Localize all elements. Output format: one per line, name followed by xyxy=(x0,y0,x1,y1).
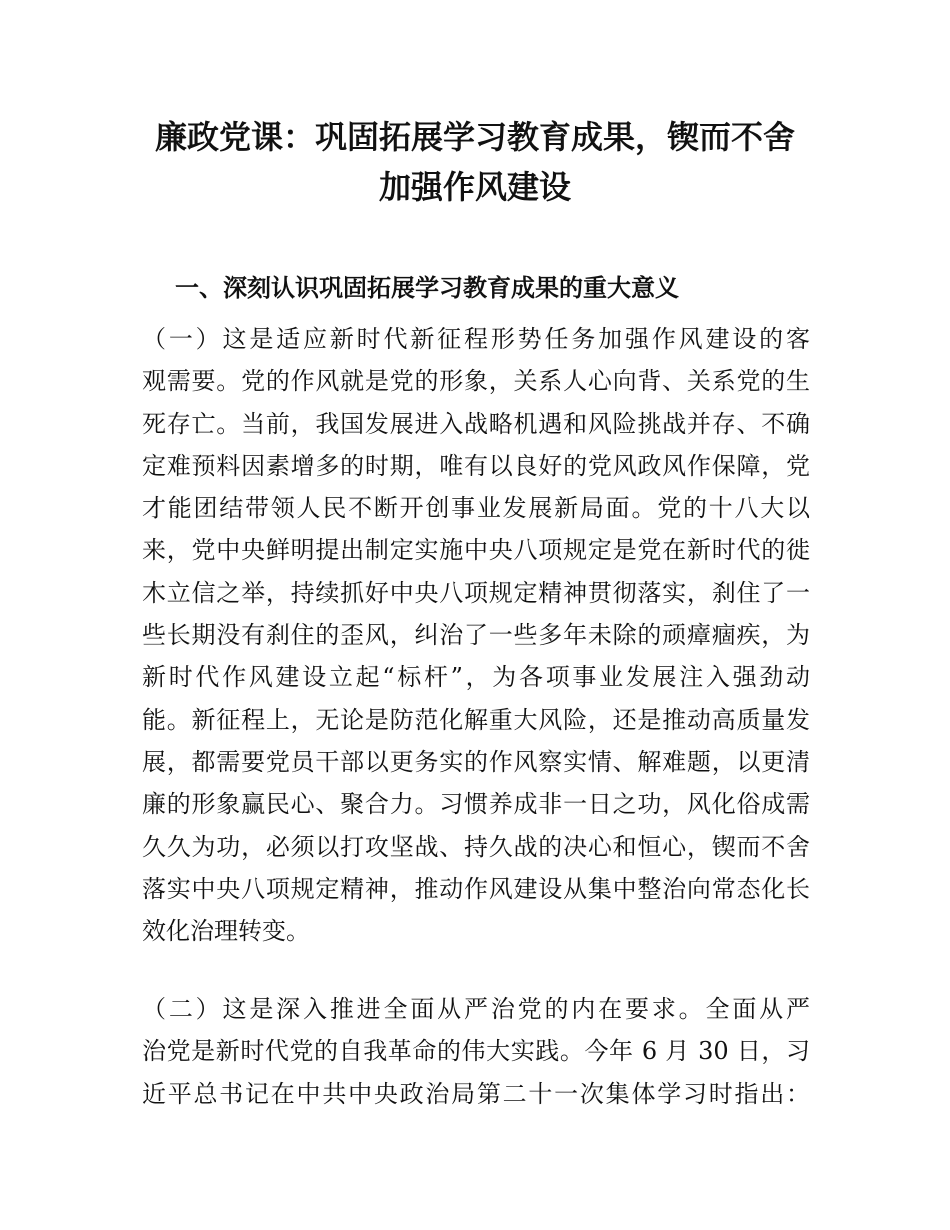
paragraph-line: 展，都需要党员干部以更务实的作风察实情、解难题，以更清 xyxy=(142,747,810,776)
paragraph-line: （二）这是深入推进全面从严治党的内在要求。全面从严 xyxy=(142,995,810,1023)
paragraph-line: 久久为功，必须以打攻坚战、持久战的决心和恒心，锲而不舍 xyxy=(142,832,810,861)
paragraph-line: 来，党中央鲜明提出制定实施中央八项规定是党在新时代的徙 xyxy=(142,536,810,565)
title-line-1: 廉政党课：巩固拓展学习教育成果，锲而不舍 xyxy=(154,118,795,156)
paragraph-line: 能。新征程上，无论是防范化解重大风险，还是推动高质量发 xyxy=(142,705,810,734)
paragraph-line: 治党是新时代党的自我革命的伟大实践。今年 6 月 30 日，习 xyxy=(142,1037,810,1066)
paragraph-line: 效化治理转变。 xyxy=(142,917,310,946)
paragraph-line: 新时代作风建设立起“标杆”，为各项事业发展注入强劲动 xyxy=(142,663,810,692)
paragraph-line: 近平总书记在中共中央政治局第二十一次集体学习时指出： xyxy=(142,1079,810,1108)
paragraph-line: 才能团结带领人民不断开创事业发展新局面。党的十八大以 xyxy=(142,494,810,523)
title-line-2: 加强作风建设 xyxy=(378,168,571,206)
paragraph-line: （一）这是适应新时代新征程形势任务加强作风建设的客 xyxy=(142,325,810,353)
document-title xyxy=(120,112,830,212)
paragraph-line: 死存亡。当前，我国发展进入战略机遇和风险挑战并存、不确 xyxy=(142,409,810,438)
section-heading: 一、深刻认识巩固拓展学习教育成果的重大意义 xyxy=(175,273,679,302)
paragraph-line: 廉的形象赢民心、聚合力。习惯养成非一日之功，风化俗成需 xyxy=(142,790,810,819)
paragraph-2 xyxy=(142,988,810,1115)
paragraph-line: 木立信之举，持续抓好中央八项规定精神贯彻落实，刹住了一 xyxy=(142,578,810,607)
paragraph-1 xyxy=(142,318,810,952)
paragraph-line: 落实中央八项规定精神，推动作风建设从集中整治向常态化长 xyxy=(142,874,810,903)
paragraph-line: 观需要。党的作风就是党的形象，关系人心向背、关系党的生 xyxy=(142,367,810,396)
paragraph-line: 定难预料因素增多的时期，唯有以良好的党风政风作保障，党 xyxy=(142,451,810,480)
paragraph-line: 些长期没有刹住的歪风，纠治了一些多年未除的顽瘴痼疾，为 xyxy=(142,621,810,650)
